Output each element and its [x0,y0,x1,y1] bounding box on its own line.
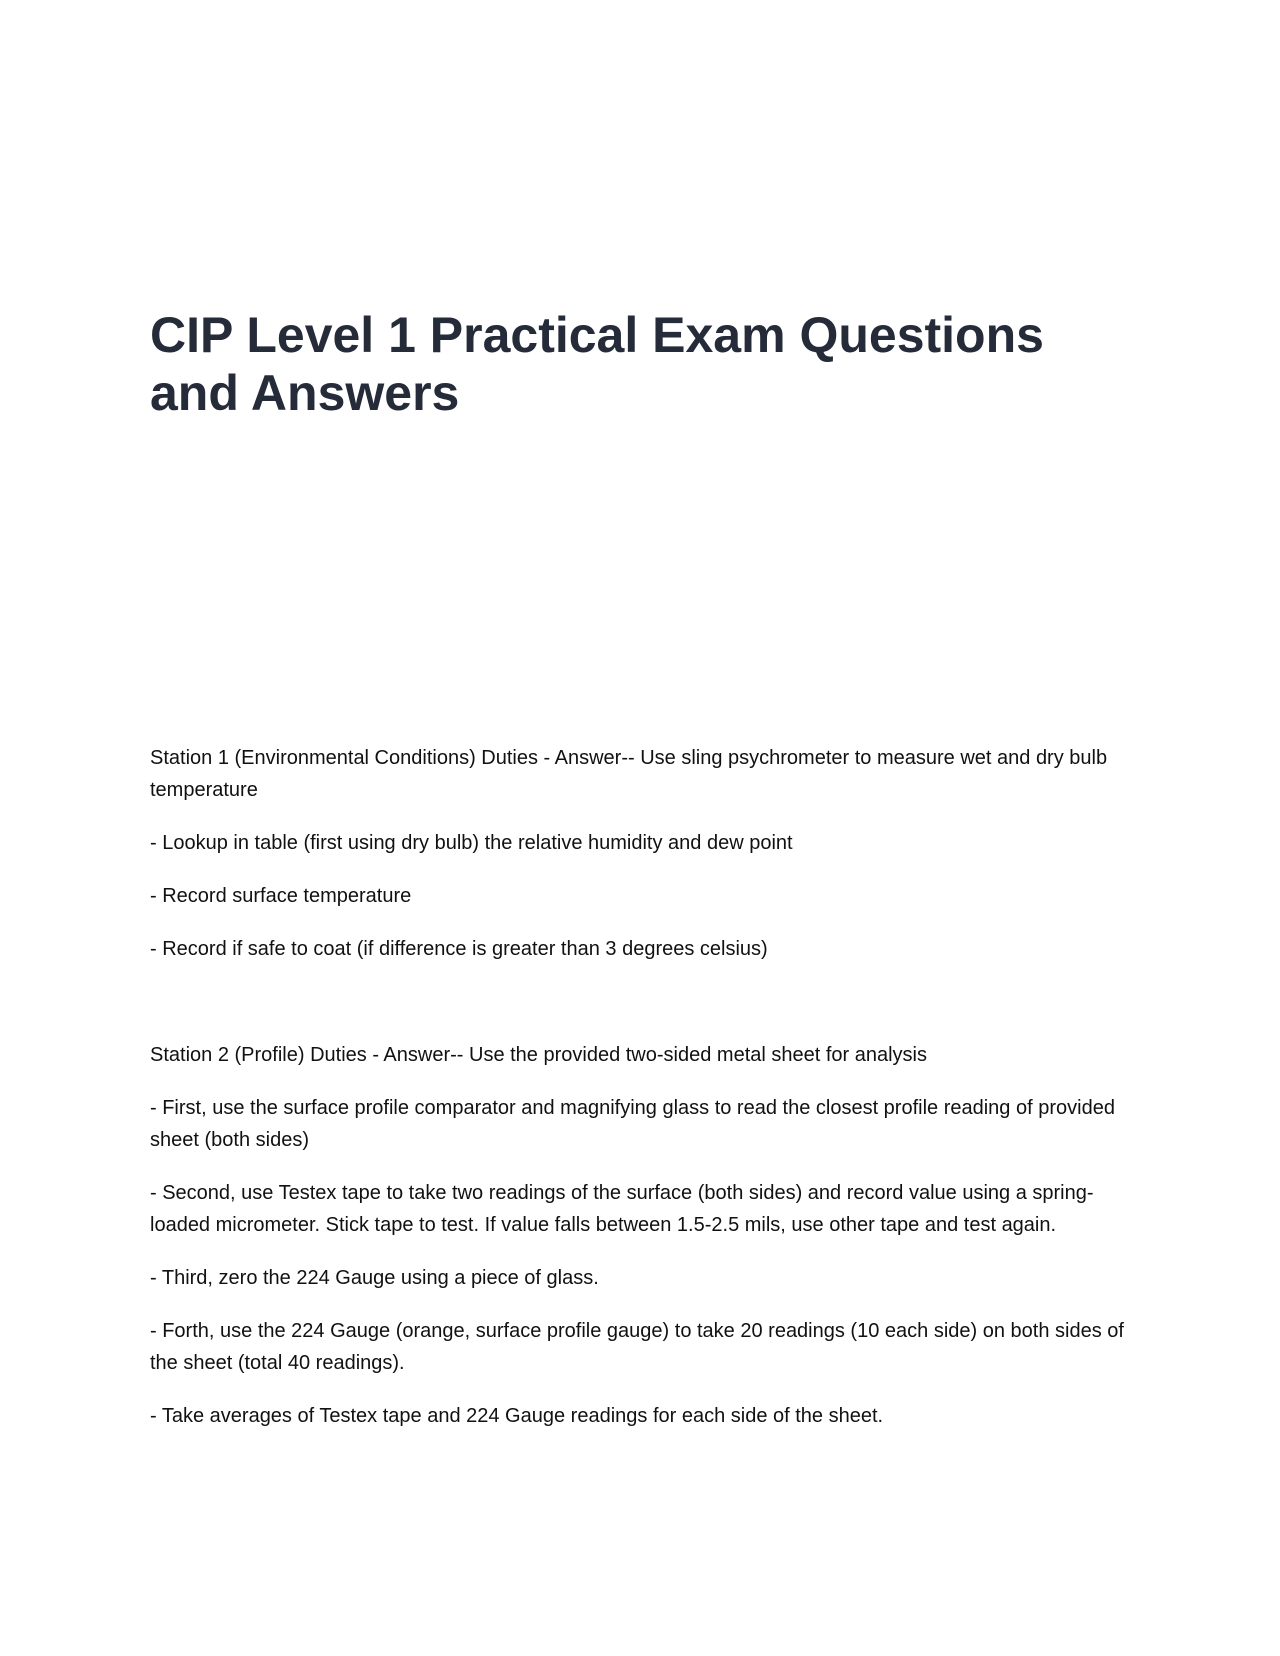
station-2-heading-paragraph: Station 2 (Profile) Duties - Answer-- Use the provided two-sided metal sheet for analysis [150,1044,928,1066]
station-1-step-surface-temp: - Record surface temperature [150,885,412,907]
station-2-step-third: - Third, zero the 224 Gauge using a piece of glass. [150,1267,599,1289]
station-2-step-forth: - Forth, use the 224 Gauge (orange, surface profile gauge) to take 20 readings (10 each side) on both sides of the sheet (total 40 readings). [150,1320,1124,1374]
station-2-step-averages: - Take averages of Testex tape and 224 Gauge readings for each side of the sheet. [150,1405,884,1427]
station-1-step-lookup: - Lookup in table (first using dry bulb) the relative humidity and dew point [150,832,793,854]
station-1-section [150,742,1140,986]
document-title: CIP Level 1 Practical Exam Questions and Answers [150,307,1044,421]
station-1-heading-paragraph: Station 1 (Environmental Conditions) Duties - Answer-- Use sling psychrometer to measure wet and dry bulb temperature [150,747,1108,801]
station-2-section [150,1039,1140,1453]
station-1-step-safe-to-coat: - Record if safe to coat (if difference is greater than 3 degrees celsius) [150,938,768,960]
station-2-step-second: - Second, use Testex tape to take two readings of the surface (both sides) and record value using a spring-loaded micrometer. Stick tape to test. If value falls between 1.5-2.5 mils, use other tape and test again. [150,1182,1094,1236]
station-2-step-first: - First, use the surface profile comparator and magnifying glass to read the closest profile reading of provided sheet (both sides) [150,1097,1115,1151]
